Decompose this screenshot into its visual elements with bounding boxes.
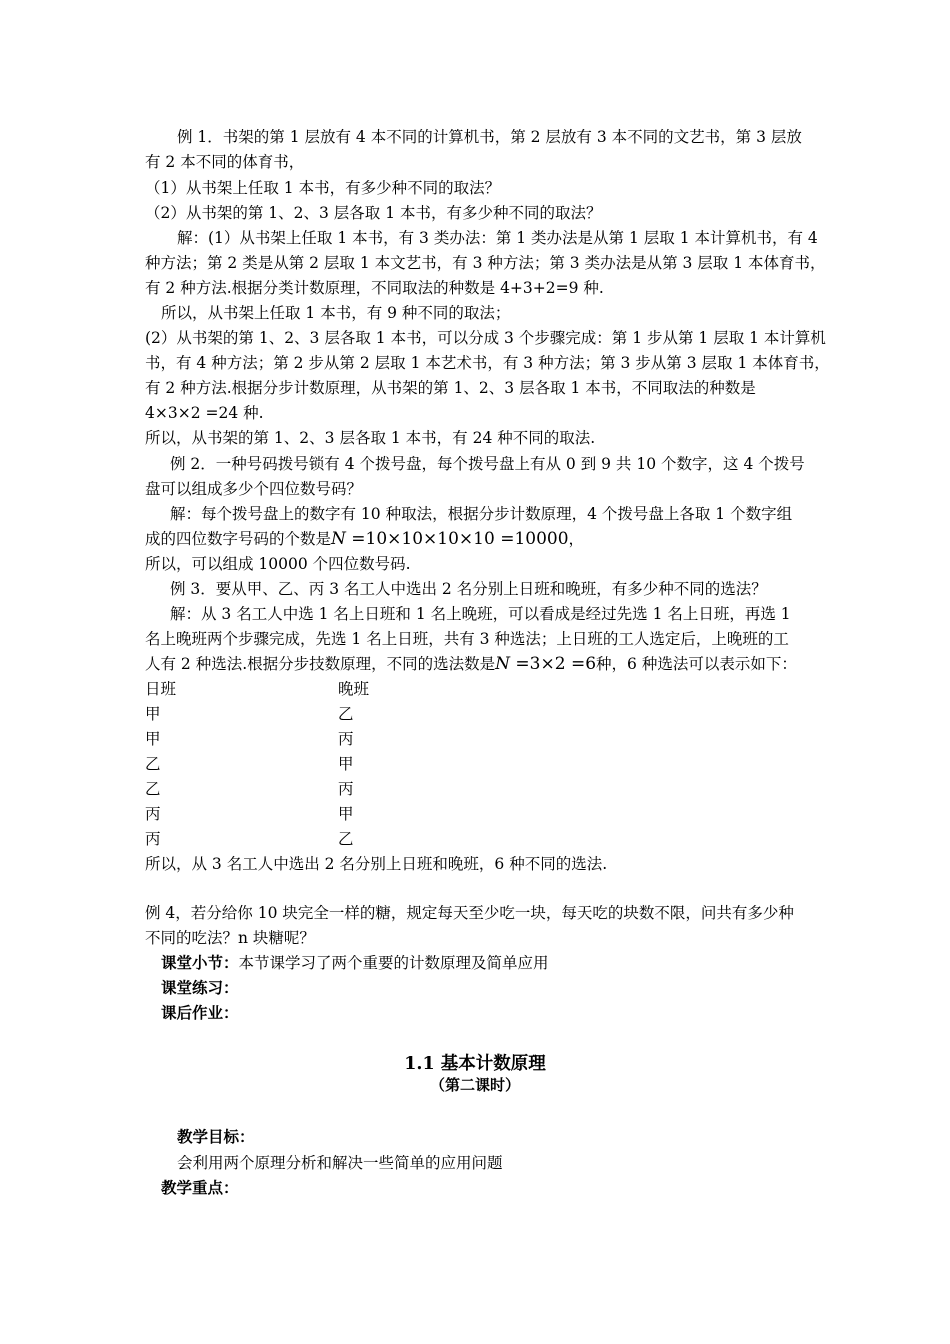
table-cell-day: 甲 [145, 705, 161, 723]
example3-conclusion: 所以，从 3 名工人中选出 2 名分别上日班和晚班，6 种不同的选法. [145, 855, 608, 873]
example1-solution2-line2: 书，有 4 种方法；第 2 步从第 2 层取 1 本艺术书，有 3 种方法；第 3 步从第 3 层取 1 本体育书， [145, 354, 830, 372]
example3-stem: 例 3．要从甲、乙、丙 3 名工人中选出 2 名分别上日班和晚班，有多少种不同的选法？ [170, 580, 767, 598]
section-title: 1.1 基本计数原理 [404, 1054, 546, 1074]
example1-solution2-line3: 有 2 种方法.根据分步计数原理，从书架的第 1、2、3 层各取 1 本书，不同取法的种数是 [145, 379, 756, 397]
example2-conclusion: 所以，可以组成 10000 个四位数号码. [145, 555, 411, 573]
example3-solution-suffix: 种，6 种选法可以表示如下： [596, 655, 797, 673]
example2-solution-line1: 解：每个拨号盘上的数字有 10 种取法，根据分步计数原理，4 个拨号盘上各取 1 个数字组 [170, 505, 793, 523]
objectives-label: 教学目标： [177, 1127, 255, 1146]
table-cell-day: 乙 [145, 755, 161, 773]
example1-solution2-line1: (2）从书架的第 1、2、3 层各取 1 本书，可以分成 3 个步骤完成：第 1 步从第 1 层取 1 本计算机 [145, 329, 826, 347]
table-cell-day: 丙 [145, 805, 161, 823]
table-cell-night: 乙 [338, 830, 354, 848]
formula-variable-n: N [495, 654, 511, 674]
example2-formula [331, 529, 569, 549]
example1-question2: （2）从书架的第 1、2、3 层各取 1 本书，有多少种不同的取法？ [145, 204, 602, 222]
example2-solution-suffix: ， [568, 530, 585, 548]
example3-solution-prefix: 人有 2 种选法.根据分步技数原理，不同的选法数是 [145, 655, 496, 673]
example1-solution2-line4: 4×3×2 =24 种. [145, 404, 264, 422]
table-cell-night: 丙 [338, 730, 354, 748]
example1-solution1-line2: 种方法；第 2 类是从第 2 层取 1 本文艺书，有 3 种方法；第 3 类办法是从第 3 层取 1 本体育书， [145, 254, 826, 272]
example4-line1: 例 4，若分给你 10 块完全一样的糖，规定每天至少吃一块，每天吃的块数不限，问共有多少种 [145, 904, 794, 922]
example4-line2: 不同的吃法？n 块糖呢？ [145, 929, 315, 947]
section-subtitle: （第二课时） [429, 1076, 520, 1094]
formula-expression: =10×10×10×10 =10000 [345, 529, 569, 549]
example3-formula [495, 654, 596, 674]
example2-stem-line2: 盘可以组成多少个四位数号码？ [145, 480, 363, 498]
example1-solution2-conclusion: 所以，从书架的第 1、2、3 层各取 1 本书，有 24 种不同的取法. [145, 429, 596, 447]
homework-label: 课后作业： [161, 1003, 239, 1022]
example3-solution-line3 [145, 654, 797, 674]
example1-solution1-line3: 有 2 种方法.根据分类计数原理，不同取法的种数是 4+3+2=9 种. [145, 279, 604, 297]
table-cell-night: 甲 [338, 755, 354, 773]
key-points-label: 教学重点： [161, 1178, 239, 1197]
example2-stem-line1: 例 2．一种号码拨号锁有 4 个拨号盘，每个拨号盘上有从 0 到 9 共 10 个数字，这 4 个拨号 [170, 455, 805, 473]
table-header-night-shift: 晚班 [338, 680, 370, 698]
table-header-day-shift: 日班 [145, 680, 177, 698]
example1-question1: （1）从书架上任取 1 本书，有多少种不同的取法？ [145, 179, 501, 197]
table-cell-day: 甲 [145, 730, 161, 748]
table-cell-day: 乙 [145, 780, 161, 798]
table-cell-day: 丙 [145, 830, 161, 848]
example2-solution-prefix: 成的四位数字号码的个数是 [145, 530, 332, 548]
formula-expression: =3×2 =6 [510, 654, 597, 674]
practice-label: 课堂练习： [161, 978, 239, 997]
example1-solution1-line1: 解：(1）从书架上任取 1 本书，有 3 类办法：第 1 类办法是从第 1 层取 1 本计算机书，有 4 [177, 229, 818, 247]
example1-stem-line1: 例 1．书架的第 1 层放有 4 本不同的计算机书，第 2 层放有 3 本不同的文艺书，第 3 层放 [177, 128, 802, 146]
objectives-text: 会利用两个原理分析和解决一些简单的应用问题 [177, 1154, 503, 1172]
example2-solution-line2 [145, 529, 584, 549]
table-cell-night: 丙 [338, 780, 354, 798]
table-cell-night: 甲 [338, 805, 354, 823]
example1-solution1-conclusion: 所以，从书架上任取 1 本书，有 9 种不同的取法； [161, 304, 511, 322]
example3-solution-line2: 名上晚班两个步骤完成，先选 1 名上日班，共有 3 种选法；上日班的工人选定后，上晚班的工 [145, 630, 789, 648]
summary-label: 课堂小节： [161, 953, 239, 972]
example1-stem-line2: 有 2 本不同的体育书， [145, 153, 305, 171]
summary-line [161, 953, 549, 973]
example3-solution-line1: 解：从 3 名工人中选 1 名上日班和 1 名上晚班，可以看成是经过先选 1 名上日班，再选 1 [170, 605, 791, 623]
summary-text: 本节课学习了两个重要的计数原理及简单应用 [238, 954, 549, 972]
formula-variable-n: N [331, 529, 346, 549]
table-cell-night: 乙 [338, 705, 354, 723]
